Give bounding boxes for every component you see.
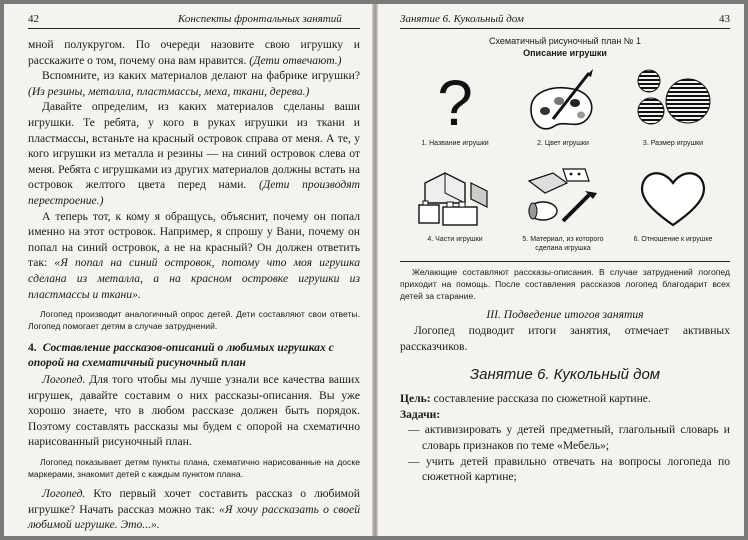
- left-running-head: [28, 4, 360, 29]
- plan-item-caption: 3. Размер игрушки: [642, 140, 704, 147]
- plan-item-caption: 6. Отношение к игрушке: [633, 236, 713, 243]
- paragraph: Логопед подводит итоги занятия, отмечает активных рассказчиков.: [400, 324, 730, 353]
- goal-label: Цель:: [400, 392, 431, 406]
- left-running-title: Конспекты фронтальных занятий: [178, 13, 342, 25]
- paragraph: [28, 486, 360, 533]
- plan-item-caption: 2. Цвет игрушки: [537, 140, 589, 147]
- materials-icon: [523, 163, 603, 233]
- speaker-label: Логопед.: [42, 487, 86, 501]
- paragraph: [28, 209, 360, 303]
- paragraph-italic: «Я попал на синий островок, потому что моя игрушка сделана из металла, а на красном островке игрушки из пластмассы и ткани».: [28, 256, 360, 301]
- plan-item: [618, 163, 728, 253]
- right-page-number: 43: [719, 13, 730, 25]
- question-mark-icon: [415, 67, 495, 137]
- list-item: — учить детей правильно отвечать на вопросы логопеда по сюжетной картине;: [408, 454, 730, 484]
- paragraph-text: Кто первый хочет составить рассказ о любимой игрушке? Начать рассказ можно так:: [28, 487, 360, 516]
- paragraph-text: Вспомните, из каких материалов делают на фабрике игрушки?: [42, 69, 360, 83]
- paragraph-italic: (Дети производят перестроение.): [28, 178, 361, 207]
- paragraph-text: Давайте определим, из каких материалов сделаны ваши игрушки. Те ребята, у кого в руках игрушки из ткани и пластмассы, встаньте на красный островок справа от меня. А те, у кого игрушки из металла и резины — на синий островок слева от меня. Ребята с игрушками из других материалов должны встать на островок желтого цвета перед нами.: [28, 100, 360, 192]
- tasks-label: Задачи:: [400, 407, 441, 421]
- lesson-title: Занятие 6. Кукольный дом: [469, 366, 661, 384]
- goal-text: составление рассказа по сюжетной картине.: [433, 392, 651, 406]
- plan-item: [400, 163, 510, 253]
- paragraph-italic: (Дети отвечают.): [249, 53, 342, 67]
- palette-icon: [523, 67, 603, 137]
- list-item: — активизировать у детей предметный, глагольный словарь и словарь признаков по теме «Мебель»;: [408, 423, 730, 452]
- task-list: [400, 422, 730, 484]
- paragraph-text: мной полукругом. По очереди назовите свою игрушку и расскажите о том, почему она вам нравится.: [28, 38, 360, 67]
- goal-line: [400, 391, 730, 407]
- paragraph: [28, 37, 360, 68]
- paragraph-text: А теперь тот, к кому я обращусь, объяснит, почему он попал именно на этот островок. Например, я спрошу у Вани, почему он попал на синий островок, а не на красный? Он должен ответить так:: [28, 209, 360, 270]
- section-number: 4.: [28, 341, 37, 355]
- paragraph-italic: (Из резины, металла, пластмассы, меха, ткани, дерева.): [28, 84, 310, 98]
- svg-text:?: ?: [437, 67, 473, 137]
- circles-size-icon: [633, 67, 713, 137]
- teacher-note: Желающие составляют рассказы-описания. В случае затруднений логопед приходит на помощь. После составления рассказов логопед благодарит всех детей за старание.: [400, 267, 730, 301]
- left-page-body: [28, 37, 360, 533]
- section-heading: III. Подведение итогов занятия: [486, 308, 644, 321]
- paragraph: [28, 372, 360, 450]
- section-heading: [28, 340, 360, 370]
- right-page: [378, 4, 744, 536]
- speaker-label: Логопед.: [42, 373, 86, 387]
- plan-item: [508, 67, 618, 157]
- section-title: Составление рассказов-описаний о любимых игрушках с опорой на схематичный рисуночный план: [28, 341, 334, 370]
- teacher-note: Логопед показывает детям пункты плана, схематично нарисованные на доске маркерами, знакомит детей с каждым пунктом плана.: [28, 457, 360, 480]
- plan-item-caption: 1. Название игрушки: [421, 140, 489, 147]
- paragraph: [28, 68, 360, 99]
- left-page: [4, 4, 372, 536]
- left-page-number: 42: [28, 13, 39, 25]
- plan-title: Схематичный рисуночный план № 1: [489, 36, 641, 46]
- paragraph-text: Для того чтобы мы лучше узнали все качества ваших игрушек, давайте составим о них рассказы-описания. Вы уже хорошо знаете, что в любом рассказе должен быть порядок. Поэтому составлять рассказы мы будем с опорой на схематично нарисованный рисуночный план.: [28, 373, 361, 449]
- divider: [400, 261, 730, 262]
- plan-item-caption: 4. Части игрушки: [427, 236, 483, 243]
- plan-item: [508, 163, 618, 253]
- plan-subtitle: Описание игрушки: [523, 48, 607, 58]
- heart-icon: [633, 163, 713, 233]
- paragraph: [28, 99, 360, 208]
- plan-item-caption: 5. Материал, из которого сделана игрушка: [522, 236, 604, 252]
- right-running-title: Занятие 6. Кукольный дом: [400, 13, 524, 25]
- toy-parts-icon: [415, 163, 495, 233]
- right-running-head: [400, 4, 730, 29]
- plan-item: [618, 67, 728, 157]
- plan-item: [400, 67, 510, 157]
- picture-plan-grid: [400, 63, 730, 257]
- paragraph-italic: «Я хочу рассказать о своей любимой игрушке. Это...».: [28, 502, 360, 532]
- teacher-note: Логопед производит аналогичный опрос детей. Дети составляют свои ответы. Логопед помогает детям в случае затруднений.: [28, 309, 360, 332]
